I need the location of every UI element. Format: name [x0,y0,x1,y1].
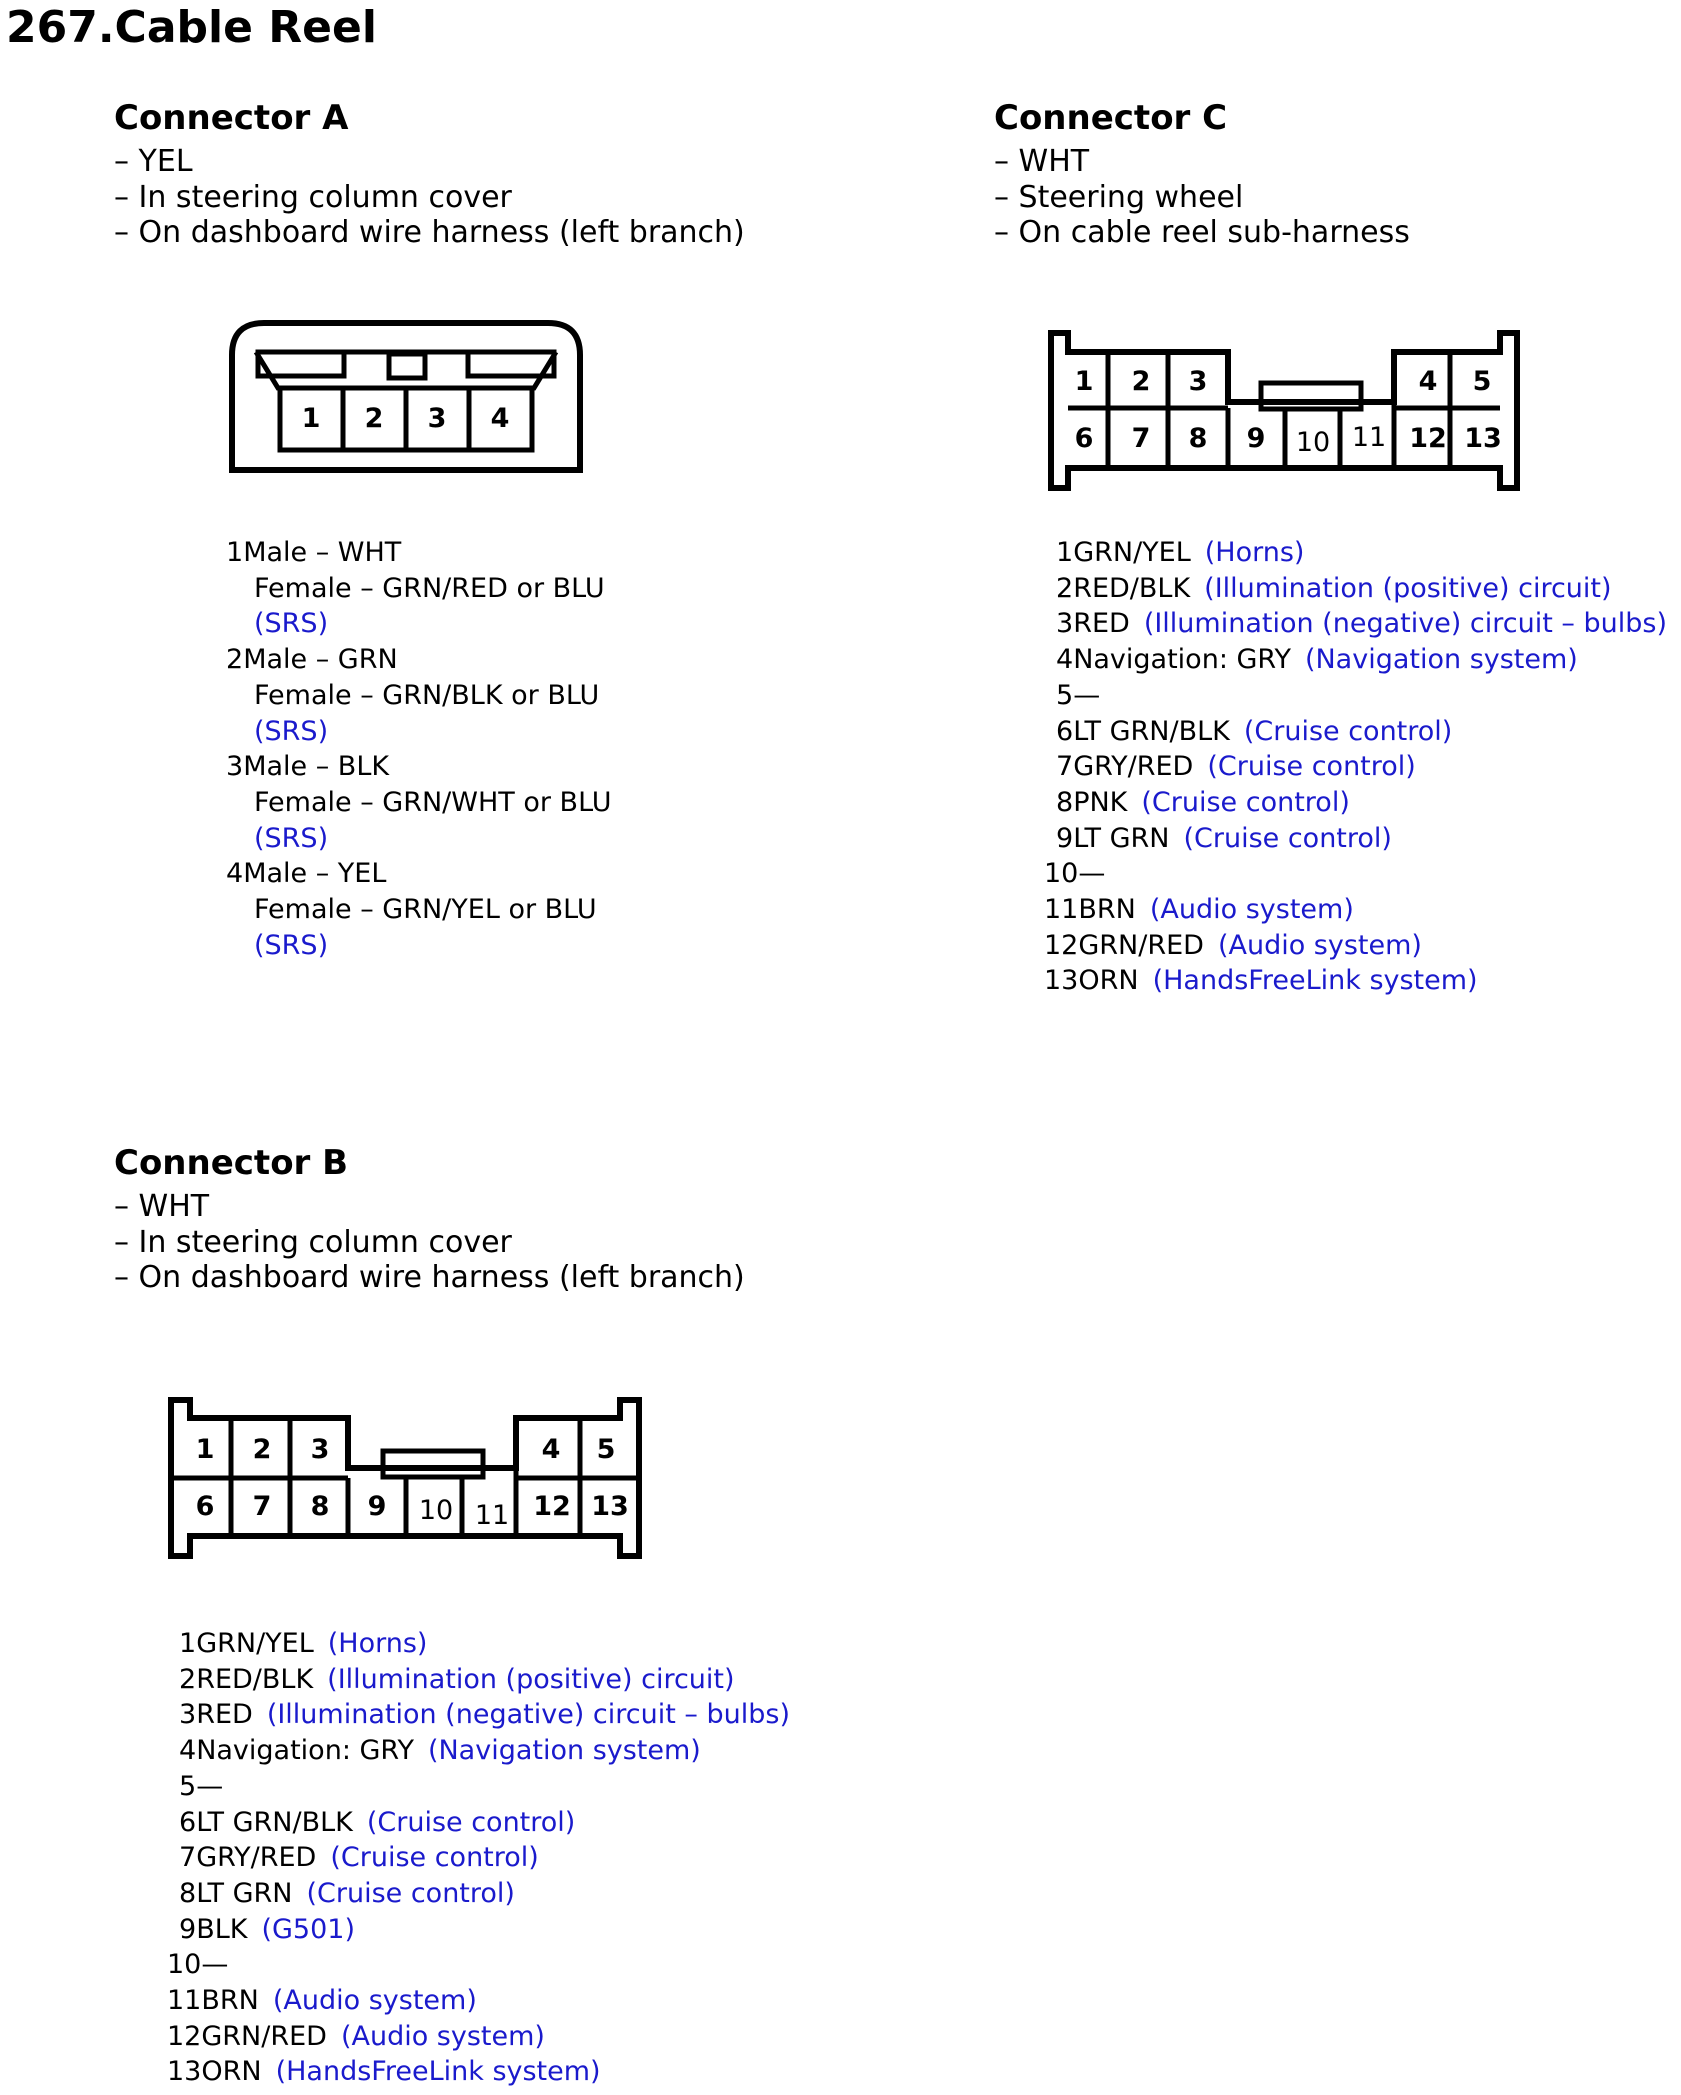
connector-c-shape [1051,333,1517,488]
pin-wire-color: BRN [1078,894,1136,926]
pin-circuit: (Cruise control) [1243,715,1453,747]
connector-b-title: Connector B [114,1143,349,1183]
pin-wire-color: LT GRN [196,1877,293,1909]
pin-number: 9 [179,1913,197,1945]
pin-male-wire: Male – BLK [243,751,390,783]
connector-b-cavity-9: 9 [367,1491,387,1522]
pin-circuit: (Audio system) [1217,929,1422,961]
pin-number: 3 [179,1699,197,1731]
pin-wire-color: — [1073,679,1101,711]
pin-circuit: (Cruise control) [306,1877,515,1909]
connector-a-pin [226,749,612,856]
connector-b-shape [171,1400,639,1556]
connector-c-pin [1044,535,1667,571]
connector-c-pin [1044,749,1667,785]
connector-b-color: – WHT [114,1189,210,1224]
connector-c-cavity-8: 8 [1188,423,1208,454]
pin-number: 2 [179,1663,197,1695]
connector-a-shape [232,323,580,470]
pin-circuit: (G501) [261,1913,355,1945]
pin-wire-color: LT GRN/BLK [1073,715,1230,747]
connector-b-cavity-8: 8 [310,1491,330,1522]
connector-c-pin [1044,714,1667,750]
pin-number: 1 [1056,537,1074,568]
pin-wire-color: GRN/RED [1078,929,1204,961]
pin-wire-color: GRN/RED [201,2020,327,2052]
connector-b-cavity-10: 10 [418,1495,454,1526]
pin-wire-color: GRY/RED [196,1842,317,1874]
connector-c-cavity-7: 7 [1131,423,1151,454]
connector-c-pin [1044,892,1667,928]
connector-c-cavity-4: 4 [1418,366,1438,397]
pin-circuit: (Audio system) [1149,894,1354,926]
pin-circuit: (HandsFreeLink system) [1152,965,1478,997]
connector-b-cavity-4: 4 [541,1434,561,1465]
connector-c-pin [1044,642,1667,678]
connector-b-cavity-1: 1 [195,1434,215,1465]
pin-wire-color: RED [1073,608,1130,640]
pin-number: 3 [1056,608,1074,640]
pin-female-wire: Female – GRN/YEL or BLU [254,894,597,926]
pin-number: 12 [1044,929,1079,961]
connector-c-pin [1044,928,1667,964]
pin-wire-color: GRN/YEL [196,1628,314,1659]
connector-a-cavity-1: 1 [301,403,321,434]
connector-c-harness: – On cable reel sub-harness [994,215,1410,250]
pin-male-wire: Male – YEL [243,858,387,890]
connector-c-pin [1044,606,1667,642]
connector-c-pin [1044,856,1667,892]
pin-circuit: (HandsFreeLink system) [275,2056,601,2088]
connector-c-cavity-11: 11 [1351,422,1387,453]
connector-b-location: – In steering column cover [114,1224,512,1260]
connector-c-pin-list [1044,535,1667,999]
connector-b-pin [167,2019,790,2055]
connector-a-location: – In steering column cover [114,179,512,215]
pin-circuit: (Horns) [327,1628,428,1659]
pin-wire-color: BRN [201,1985,259,2017]
connector-b-pin [167,1733,790,1769]
pin-number: 3 [226,751,244,783]
connector-a-pin [226,642,612,749]
pin-circuit: (Cruise control) [330,1842,539,1874]
connector-c-cavity-13: 13 [1464,423,1502,454]
pin-female-wire: Female – GRN/WHT or BLU [254,786,612,818]
connector-b-pin [167,1840,790,1876]
pin-wire-color: — [1078,858,1106,890]
pin-number: 5 [1056,679,1074,711]
connector-b-pin [167,1912,790,1948]
pin-number: 6 [179,1806,197,1838]
connector-b-cavity-6: 6 [195,1491,215,1522]
connector-a-cavity-2: 2 [364,403,384,434]
connector-b-pin-list [167,1626,790,2090]
connector-b-cavity-5: 5 [596,1434,616,1465]
pin-number: 9 [1056,822,1074,854]
pin-number: 2 [226,644,244,676]
pin-wire-color: LT GRN/BLK [196,1806,353,1838]
pin-wire-color: RED/BLK [1073,572,1191,604]
connector-b-cavity-11: 11 [474,1500,510,1531]
pin-circuit: (Cruise control) [1207,751,1416,783]
pin-wire-color: BLK [196,1913,248,1945]
pin-circuit: (Navigation system) [427,1735,701,1767]
connector-c-title: Connector C [994,98,1228,138]
pin-number: 2 [1056,572,1074,604]
pin-circuit: (SRS) [254,929,329,961]
pin-number: 11 [167,1985,202,2017]
connector-b-pin [167,1662,790,1698]
connector-a-color: – YEL [114,144,193,179]
pin-wire-color: RED/BLK [196,1663,314,1695]
pin-wire-color: Navigation: GRY [1073,644,1291,676]
connector-c-cavity-2: 2 [1131,366,1151,397]
pin-number: 8 [179,1877,197,1909]
pin-male-wire: Male – WHT [243,537,402,568]
pin-wire-color: ORN [201,2056,262,2088]
pin-circuit: (Navigation system) [1304,644,1578,676]
pin-number: 7 [1056,751,1074,783]
pin-wire-color: LT GRN [1073,822,1170,854]
pin-circuit: (Cruise control) [366,1806,576,1838]
pin-circuit: (Horns) [1204,537,1305,568]
connector-c-cavity-9: 9 [1246,423,1266,454]
connector-c-color: – WHT [994,144,1090,179]
pin-circuit: (Illumination (negative) circuit – bulbs) [1143,608,1667,640]
pin-circuit: (SRS) [254,822,329,854]
pin-circuit: (Audio system) [272,1985,477,2017]
pin-number: 13 [167,2056,202,2088]
connector-b-pin [167,2054,790,2090]
connector-c-location: – Steering wheel [994,179,1244,215]
pin-circuit: (Illumination (positive) circuit) [1204,572,1612,604]
connector-a-cavity-3: 3 [427,403,447,434]
pin-number: 8 [1056,786,1074,818]
connector-c-cavity-5: 5 [1472,366,1492,397]
connector-b-pin [167,1805,790,1841]
connector-b-cavity-3: 3 [310,1434,330,1465]
pin-circuit: (Cruise control) [1183,822,1392,854]
pin-number: 10 [167,1949,202,1981]
connector-c-cavity-3: 3 [1188,366,1208,397]
connector-b-pin [167,1876,790,1912]
connector-b-harness: – On dashboard wire harness (left branch) [114,1260,745,1295]
pin-number: 4 [226,858,244,890]
pin-female-wire: Female – GRN/BLK or BLU [254,679,600,711]
pin-number: 13 [1044,965,1079,997]
connector-b-pin [167,1769,790,1805]
pin-number: 4 [179,1735,197,1767]
connector-b-pin [167,1983,790,2019]
pin-circuit: (Illumination (negative) circuit – bulbs) [266,1699,790,1731]
pin-female-wire: Female – GRN/RED or BLU [254,572,605,604]
connector-c-pin [1044,678,1667,714]
connector-a-pin [226,535,612,642]
connector-c-cavity-10: 10 [1295,427,1331,458]
pin-circuit: (Audio system) [340,2020,545,2052]
connector-a-harness: – On dashboard wire harness (left branch) [114,215,745,250]
pin-number: 1 [226,537,244,568]
pin-number: 12 [167,2020,202,2052]
pin-wire-color: GRN/YEL [1073,537,1191,568]
pin-wire-color: Navigation: GRY [196,1735,414,1767]
pin-wire-color: — [201,1949,229,1981]
connector-c-cavity-1: 1 [1074,366,1094,397]
pin-wire-color: — [196,1770,224,1802]
connector-a-pin [226,856,612,963]
pin-number: 6 [1056,715,1074,747]
connector-c-pin [1044,963,1667,999]
pin-circuit: (Cruise control) [1141,786,1350,818]
pin-circuit: (Illumination (positive) circuit) [327,1663,735,1695]
pin-male-wire: Male – GRN [243,644,398,676]
pin-number: 11 [1044,894,1079,926]
connector-c-pin [1044,785,1667,821]
pin-number: 5 [179,1770,197,1802]
pin-number: 10 [1044,858,1079,890]
pin-wire-color: GRY/RED [1073,751,1194,783]
connector-a-cavity-4: 4 [490,403,510,434]
connector-b-cavity-12: 12 [533,1491,571,1522]
connector-b-cavity-13: 13 [591,1491,629,1522]
connector-c-pin [1044,821,1667,857]
pin-number: 7 [179,1842,197,1874]
pin-wire-color: ORN [1078,965,1139,997]
connector-a-pin-list [226,535,612,963]
pin-wire-color: PNK [1073,786,1128,818]
pin-number: 1 [179,1628,197,1659]
connector-b-pin [167,1947,790,1983]
pin-wire-color: RED [196,1699,253,1731]
page-title: 267.Cable Reel [6,2,377,53]
connector-b-cavity-2: 2 [252,1434,272,1465]
connector-b-cavity-7: 7 [252,1491,272,1522]
pin-circuit: (SRS) [254,608,329,640]
connector-b-pin [167,1626,790,1662]
connector-c-cavity-6: 6 [1074,423,1094,454]
pin-number: 4 [1056,644,1074,676]
connector-c-cavity-12: 12 [1409,423,1447,454]
connector-c-pin [1044,571,1667,607]
connector-a-title: Connector A [114,98,349,138]
pin-circuit: (SRS) [254,715,329,747]
connector-b-pin [167,1697,790,1733]
